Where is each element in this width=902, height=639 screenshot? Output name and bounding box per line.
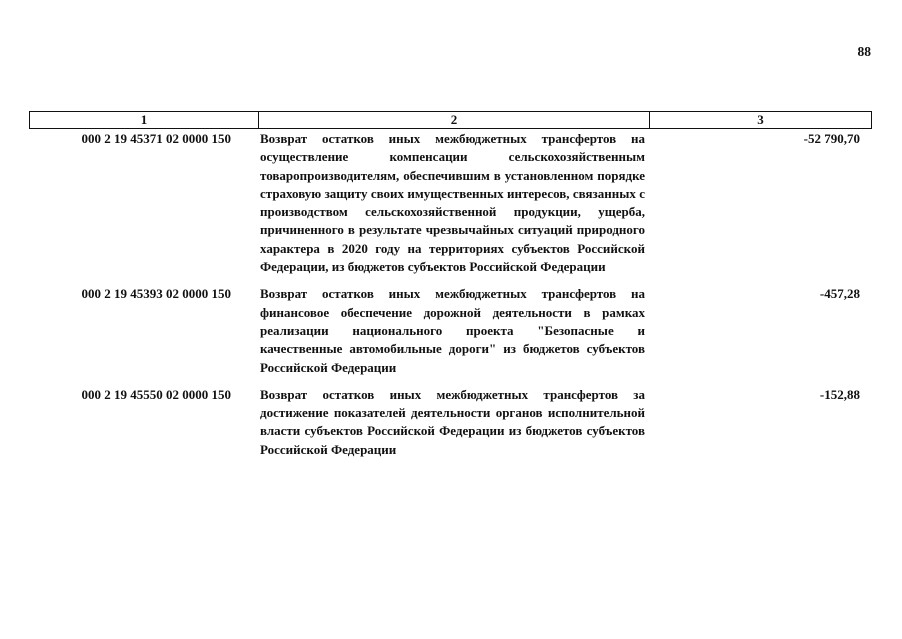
row-amount: -152,88: [819, 386, 860, 402]
row-description: Возврат остатков иных межбюджетных трансфертов за достижение показателей деятельности органов исполнительной власти субъектов Российской Федерации из бюджетов субъектов Российской Федерации: [260, 386, 645, 457]
budget-code: 000 2 19 45393 02 0000 150: [81, 286, 231, 302]
table-row: [29, 130, 872, 276]
row-amount: -457,28: [819, 286, 860, 302]
row-description: Возврат остатков иных межбюджетных трансфертов на финансовое обеспечение дорожной деятельности в рамках реализации национального проекта "Безопасные и качественные автомобильные дороги" из бюджетов субъектов Российской Федерации: [260, 286, 645, 375]
row-amount: -52 790,70: [803, 131, 860, 146]
page-number: 88: [857, 44, 871, 59]
table-row: [29, 386, 872, 459]
table-row: [29, 285, 872, 376]
column-header-3: 3: [757, 112, 764, 127]
column-header-2: 2: [259, 112, 650, 128]
row-description: Возврат остатков иных межбюджетных трансфертов на осуществление компенсации сельскохозяйственным товаропроизводителям, обеспечившим в установленном порядке страховую защиту своих имущественных интересов, связанных с производством сельскохозяйственной продукции, ущерба, причиненного в результате чрезвычайных ситуаций природного характера в 2020 году на территориях субъектов Российской Федерации, из бюджетов субъектов Российской Федерации: [260, 131, 645, 275]
column-header-1: 1: [30, 112, 259, 128]
budget-code: 000 2 19 45550 02 0000 150: [81, 386, 231, 402]
table-header-row: [29, 111, 872, 129]
budget-code: 000 2 19 45371 02 0000 150: [81, 131, 231, 146]
table-body: [29, 130, 872, 468]
